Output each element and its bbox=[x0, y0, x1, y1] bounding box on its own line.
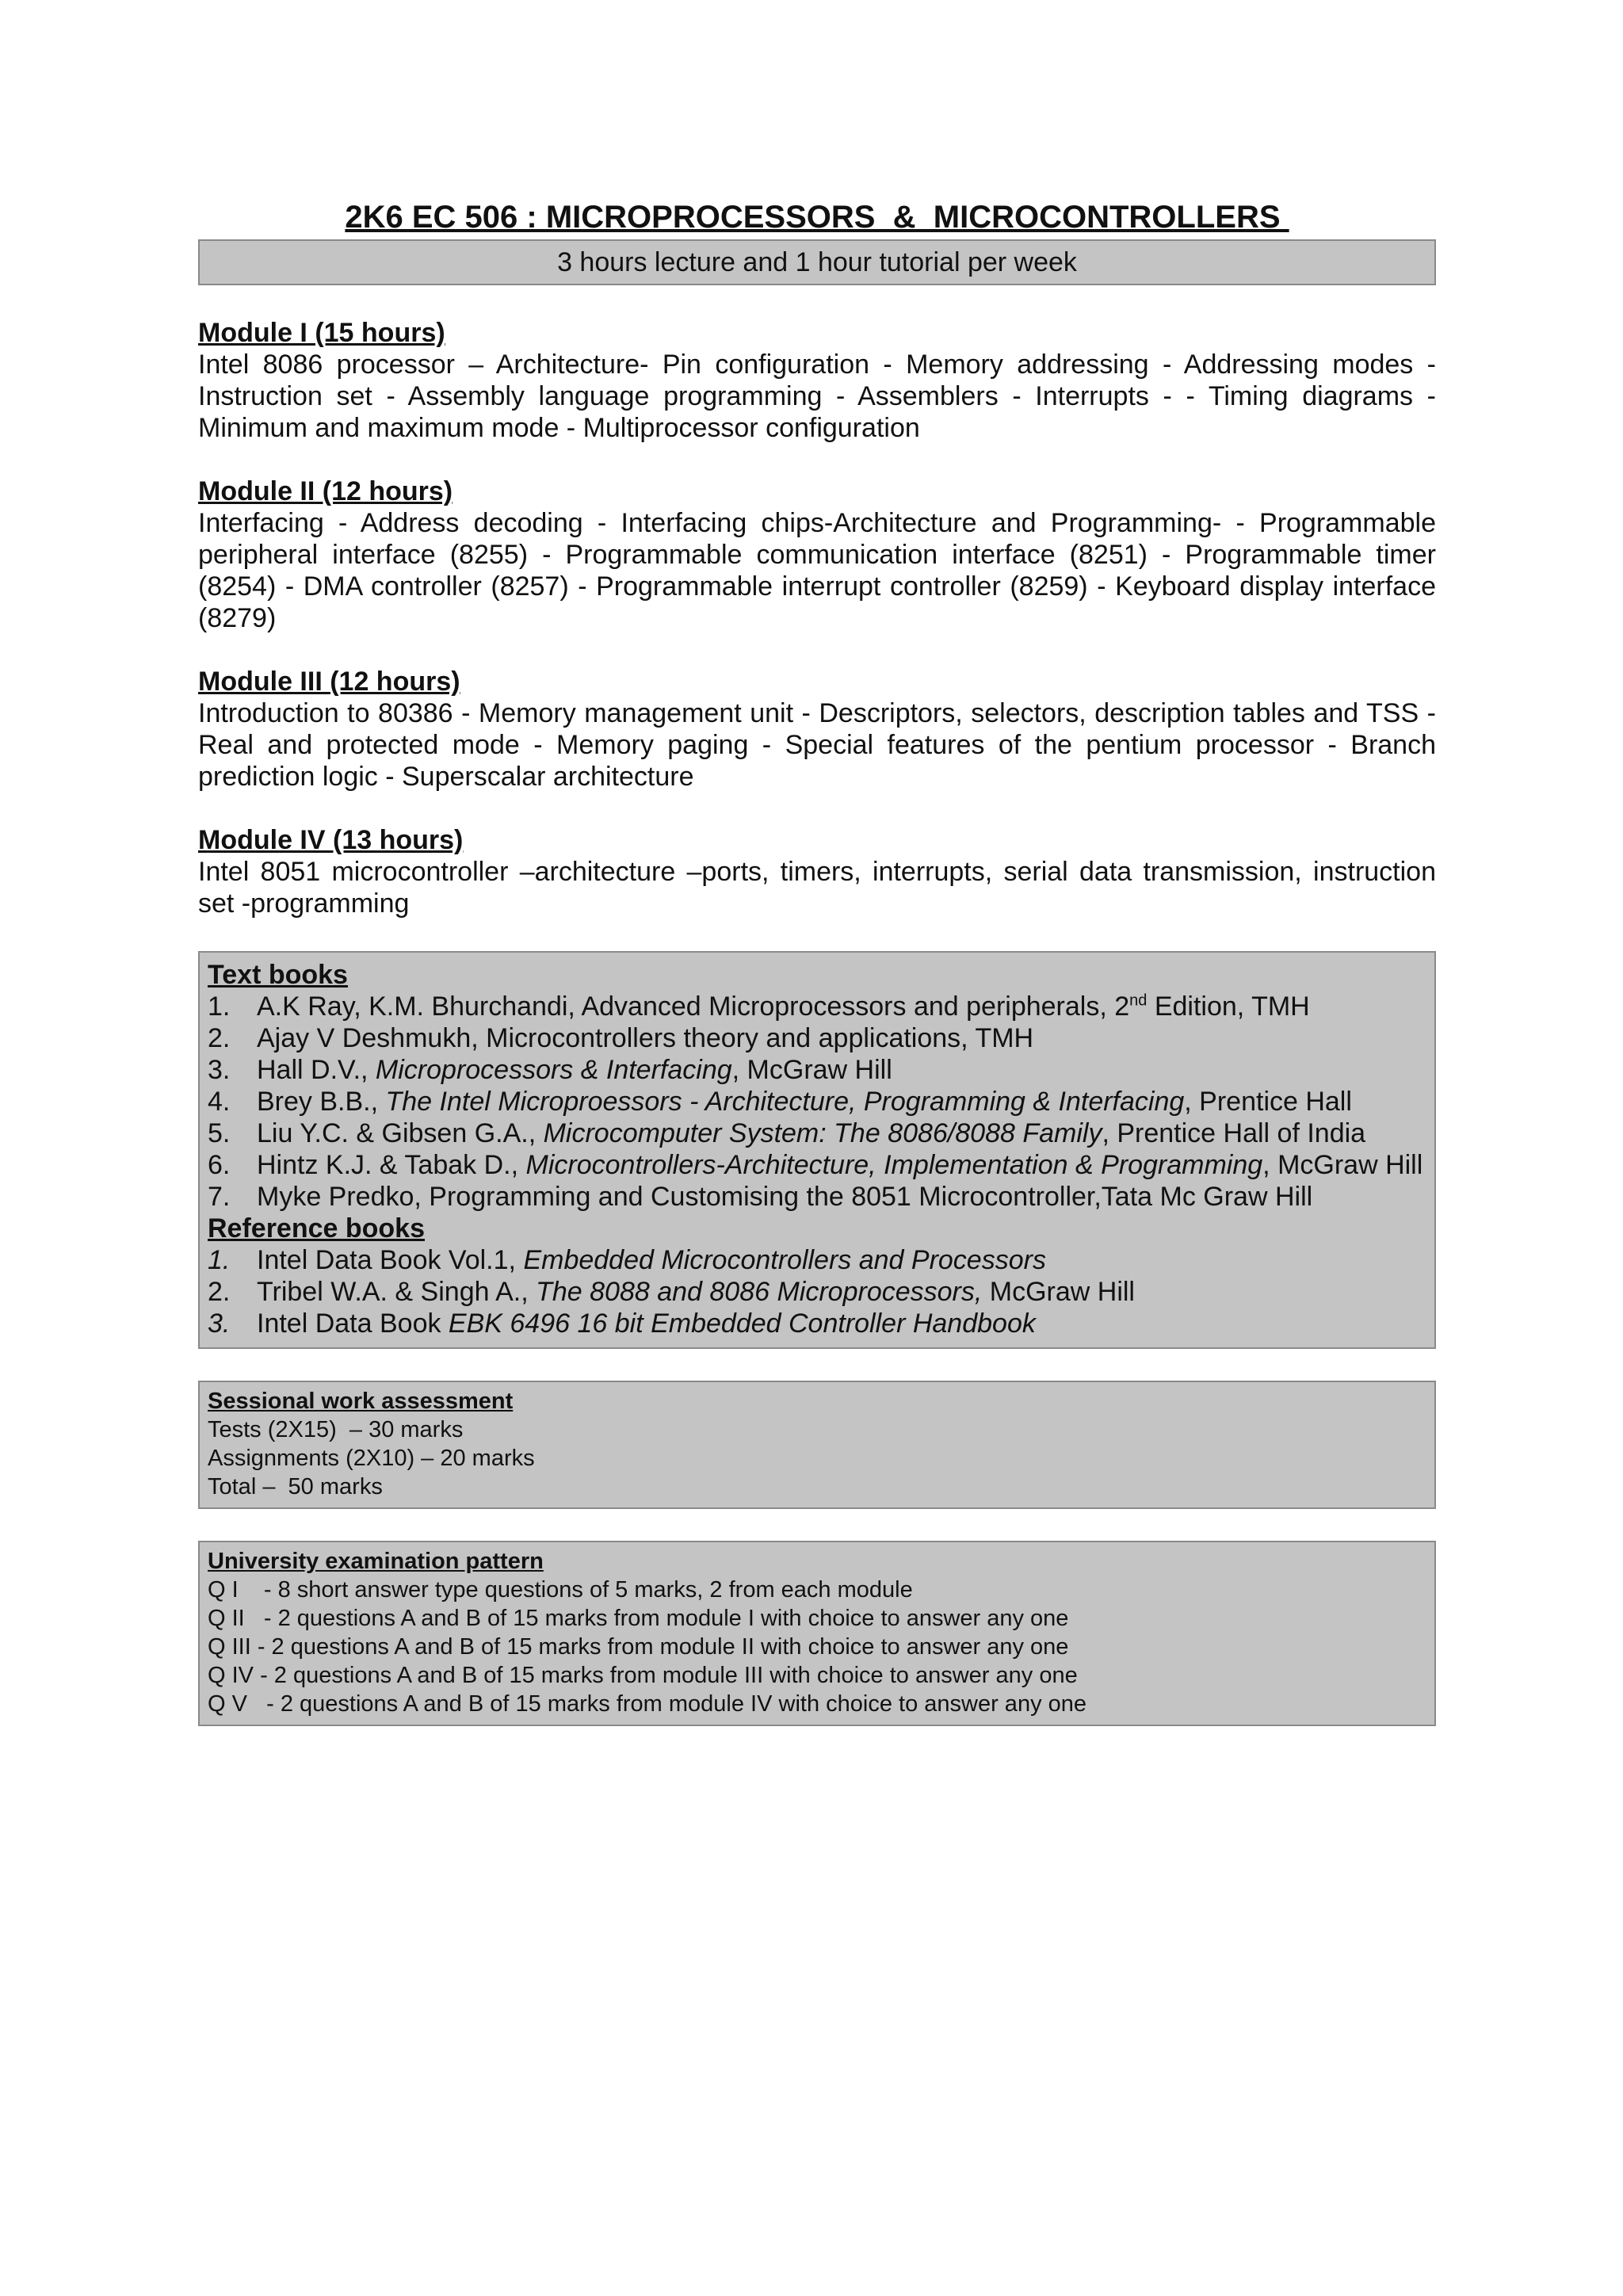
list-item bbox=[208, 1117, 1428, 1149]
item-text: , Prentice Hall bbox=[1184, 1087, 1352, 1117]
module-body: Intel 8086 processor – Architecture- Pin configuration - Memory addressing - Addressing modes - Instruction set - Assembly language programming - Assemblers - Interrupts - - Timing diagrams - Minimum and maximum mode - Multiprocessor configuration bbox=[198, 350, 1436, 443]
list-item bbox=[208, 1022, 1428, 1054]
list-item bbox=[208, 1086, 1428, 1117]
item-text: Tribel W.A. & Singh A., bbox=[257, 1277, 537, 1307]
item-number: 2. bbox=[208, 1277, 231, 1307]
module-4 bbox=[198, 824, 1436, 919]
exam-line: Q I - 8 short answer type questions of 5 marks, 2 from each module bbox=[208, 1577, 913, 1603]
item-number: 4. bbox=[208, 1087, 231, 1117]
item-text: Ajay V Deshmukh, Microcontrollers theory and applications, TMH bbox=[257, 1023, 1034, 1053]
syllabus-page bbox=[198, 197, 1436, 1726]
item-text: , McGraw Hill bbox=[731, 1055, 892, 1085]
list-item bbox=[208, 1276, 1428, 1308]
module-body: Introduction to 80386 - Memory management unit - Descriptors, selectors, description tables and TSS - Real and protected mode - Memory paging - Special features of the pentium processor - Branch prediction logic - Superscalar architecture bbox=[198, 698, 1436, 792]
page-title: 2K6 EC 506 : MICROPROCESSORS & MICROCONTROLLERS bbox=[345, 200, 1289, 235]
module-heading: Module IV (13 hours) bbox=[198, 825, 464, 855]
item-text: McGraw Hill bbox=[982, 1277, 1135, 1307]
exam-pattern-heading: University examination pattern bbox=[208, 1549, 544, 1574]
text-books-list bbox=[208, 991, 1428, 1213]
list-item bbox=[208, 1149, 1428, 1181]
module-heading: Module I (15 hours) bbox=[198, 318, 445, 348]
item-text: Intel Data Book bbox=[257, 1308, 449, 1339]
book-title: Microcomputer System: The 8086/8088 Family bbox=[543, 1118, 1102, 1148]
books-box bbox=[198, 951, 1436, 1349]
item-number: 7. bbox=[208, 1182, 231, 1212]
exam-pattern-box bbox=[198, 1541, 1436, 1726]
module-heading: Module III (12 hours) bbox=[198, 667, 460, 697]
item-number: 3. bbox=[208, 1055, 231, 1085]
item-number: 3. bbox=[208, 1308, 231, 1339]
module-body: Interfacing - Address decoding - Interfacing chips-Architecture and Programming- - Programmable peripheral interface (8255) - Programmable communication interface (8251) - Programmable timer (8254) - DMA controller (8257) - Programmable interrupt controller (8259) - Keyboard display interface (8279) bbox=[198, 508, 1436, 633]
item-number: 2. bbox=[208, 1023, 231, 1053]
item-text: , Prentice Hall of India bbox=[1102, 1118, 1366, 1148]
list-item bbox=[208, 1244, 1428, 1276]
sessional-box bbox=[198, 1381, 1436, 1509]
list-item bbox=[208, 1308, 1428, 1339]
item-number: 1. bbox=[208, 1245, 231, 1275]
item-text: Edition, TMH bbox=[1147, 991, 1310, 1022]
list-item bbox=[208, 1054, 1428, 1086]
item-text: Hintz K.J. & Tabak D., bbox=[257, 1150, 526, 1180]
item-text: Myke Predko, Programming and Customising the 8051 Microcontroller,Tata Mc Graw Hill bbox=[257, 1182, 1313, 1212]
module-2 bbox=[198, 476, 1436, 634]
item-number: 6. bbox=[208, 1150, 231, 1180]
item-text: , McGraw Hill bbox=[1262, 1150, 1423, 1180]
assessment-line: Tests (2X15) – 30 marks bbox=[208, 1417, 464, 1442]
exam-line: Q II - 2 questions A and B of 15 marks from module I with choice to answer any one bbox=[208, 1606, 1069, 1631]
item-text: Liu Y.C. & Gibsen G.A., bbox=[257, 1118, 544, 1148]
item-text: Hall D.V., bbox=[257, 1055, 376, 1085]
exam-line: Q V - 2 questions A and B of 15 marks from module IV with choice to answer any one bbox=[208, 1691, 1087, 1717]
assessment-line: Assignments (2X10) – 20 marks bbox=[208, 1446, 535, 1471]
list-item bbox=[208, 1181, 1428, 1213]
item-number: 1. bbox=[208, 991, 231, 1022]
sessional-heading: Sessional work assessment bbox=[208, 1389, 514, 1414]
module-1 bbox=[198, 317, 1436, 444]
item-text: Intel Data Book Vol.1, bbox=[257, 1245, 524, 1275]
item-text: Brey B.B., bbox=[257, 1087, 386, 1117]
hours-banner: 3 hours lecture and 1 hour tutorial per week bbox=[198, 239, 1436, 285]
book-title: Embedded Microcontrollers and Processors bbox=[523, 1245, 1046, 1275]
exam-line: Q IV - 2 questions A and B of 15 marks from module III with choice to answer any one bbox=[208, 1663, 1078, 1688]
module-3 bbox=[198, 666, 1436, 793]
book-title: The Intel Microproessors - Architecture, Programming & Interfacing bbox=[385, 1087, 1185, 1117]
reference-books-heading: Reference books bbox=[208, 1213, 425, 1244]
item-number: 5. bbox=[208, 1118, 231, 1148]
book-title: Microprocessors & Interfacing bbox=[375, 1055, 732, 1085]
reference-books-list bbox=[208, 1244, 1428, 1339]
list-item bbox=[208, 991, 1428, 1022]
assessment-line: Total – 50 marks bbox=[208, 1474, 383, 1499]
superscript: nd bbox=[1129, 991, 1148, 1010]
item-text: A.K Ray, K.M. Bhurchandi, Advanced Microprocessors and peripherals, 2 bbox=[257, 991, 1130, 1022]
exam-line: Q III - 2 questions A and B of 15 marks from module II with choice to answer any one bbox=[208, 1634, 1069, 1660]
text-books-heading: Text books bbox=[208, 960, 348, 990]
book-title: Microcontrollers-Architecture, Implementation & Programming bbox=[525, 1150, 1263, 1180]
module-heading: Module II (12 hours) bbox=[198, 476, 453, 506]
book-title: The 8088 and 8086 Microprocessors, bbox=[536, 1277, 983, 1307]
module-body: Intel 8051 microcontroller –architecture –ports, timers, interrupts, serial data transmission, instruction set -programming bbox=[198, 857, 1436, 919]
book-title: EBK 6496 16 bit Embedded Controller Handbook bbox=[448, 1308, 1036, 1339]
